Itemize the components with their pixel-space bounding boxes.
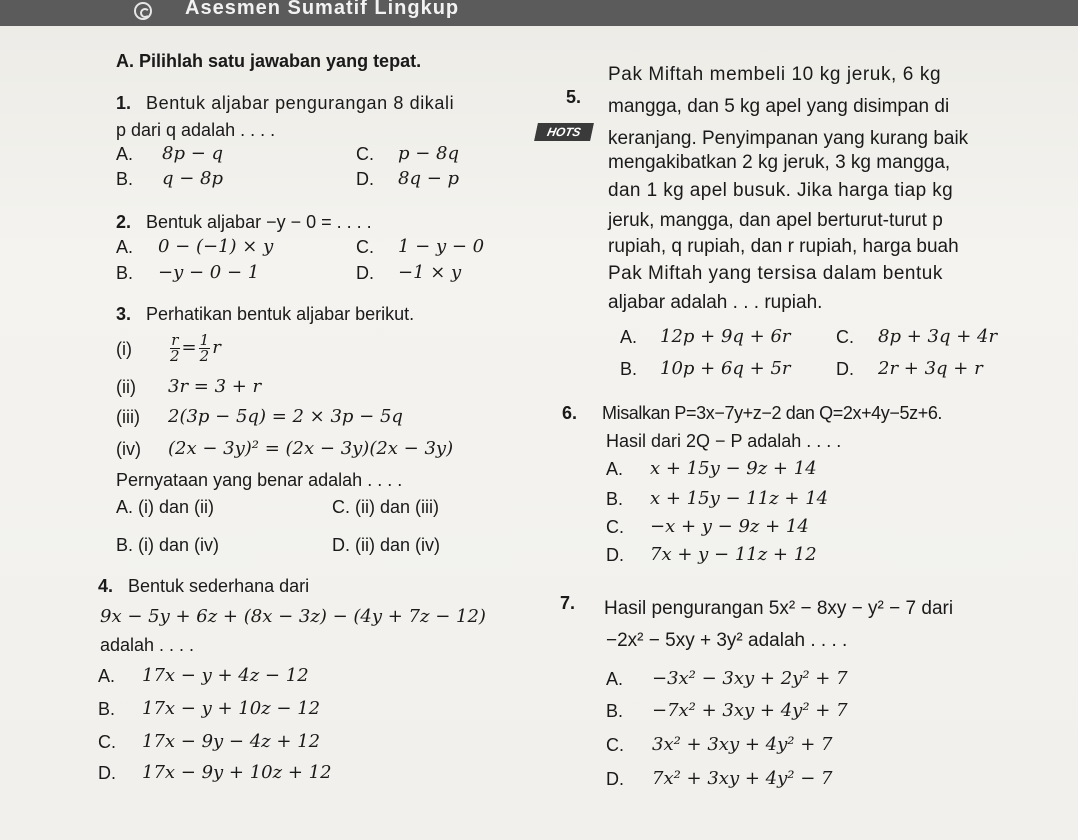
q2-option-c-label: C.: [356, 237, 374, 257]
q5-text-line9: aljabar adalah . . . rupiah.: [608, 292, 823, 313]
q6-number: 6.: [562, 403, 578, 423]
q1-option-d-label: D.: [356, 169, 374, 189]
q5-option-c[interactable]: 8p + 3q + 4r: [878, 326, 998, 347]
q5-option-a-label: A.: [620, 327, 638, 347]
q1-text-line2: p dari q adalah . . . .: [116, 120, 276, 140]
q5-option-d[interactable]: 2r + 3q + r: [878, 358, 983, 379]
fraction: $\frac{1}{2}$: [199, 330, 210, 365]
q7-option-d[interactable]: 7x² + 3xy + 4y² − 7: [652, 768, 833, 789]
q4-option-b-label: B.: [98, 699, 116, 719]
q5-text-line3: keranjang. Penyimpanan yang kurang baik: [608, 128, 969, 149]
q2-option-d[interactable]: −1 × y: [398, 262, 462, 283]
q1-text-line1: Bentuk aljabar pengurangan 8 dikali: [146, 93, 455, 113]
q7-option-d-label: D.: [606, 769, 624, 789]
q7-option-c[interactable]: 3x² + 3xy + 4y² + 7: [652, 734, 833, 755]
q7-option-a[interactable]: −3x² − 3xy + 2y² + 7: [652, 668, 848, 689]
q6-option-d[interactable]: 7x + y − 11z + 12: [650, 544, 817, 565]
q4-option-b[interactable]: 17x − y + 10z − 12: [142, 698, 321, 719]
q1-option-c[interactable]: p − 8q: [398, 143, 460, 164]
q5-text-line8: Pak Miftah yang tersisa dalam bentuk: [608, 263, 943, 284]
q7-option-b-label: B.: [606, 701, 624, 721]
q2-option-c[interactable]: 1 − y − 0: [398, 236, 485, 257]
q4-option-a[interactable]: 17x − y + 4z − 12: [142, 665, 309, 686]
q3-item-ii: 3r = 3 + r: [168, 376, 262, 397]
q5-text-line2: mangga, dan 5 kg apel yang disimpan di: [608, 96, 950, 117]
q6-option-a-label: A.: [606, 459, 624, 479]
q1-option-d[interactable]: 8q − p: [398, 168, 460, 189]
q3-item-i-label: (i): [116, 339, 132, 359]
q3-option-b[interactable]: B. (i) dan (iv): [116, 535, 220, 555]
q7-option-a-label: A.: [606, 669, 624, 689]
q5-text-line6: jeruk, mangga, dan apel berturut-turut p: [608, 210, 943, 231]
q5-option-b-label: B.: [620, 359, 638, 379]
q3-item-iv-label: (iv): [116, 439, 141, 459]
q5-text-line4: mengakibatkan 2 kg jeruk, 3 kg mangga,: [608, 152, 951, 173]
q4-expression: 9x − 5y + 6z + (8x − 3z) − (4y + 7z − 12): [100, 606, 486, 627]
section-title: A. Pilihlah satu jawaban yang tepat.: [116, 51, 422, 71]
q3-item-iv: (2x − 3y)² = (2x − 3y)(2x − 3y): [168, 438, 454, 459]
q4-text-line1: Bentuk sederhana dari: [128, 576, 310, 596]
q3-option-c[interactable]: C. (ii) dan (iii): [332, 497, 440, 517]
q2-text: Bentuk aljabar −y − 0 = . . . .: [146, 212, 372, 232]
header-bar: [0, 0, 1078, 26]
q1-option-a[interactable]: 8p − q: [162, 143, 224, 164]
q6-option-c[interactable]: −x + y − 9z + 14: [650, 516, 809, 537]
q5-text-line7: rupiah, q rupiah, dan r rupiah, harga buah: [608, 236, 959, 257]
q7-number: 7.: [560, 593, 576, 613]
q2-option-a[interactable]: 0 − (−1) × y: [158, 236, 274, 257]
q2-option-d-label: D.: [356, 263, 374, 283]
q6-option-a[interactable]: x + 15y − 9z + 14: [650, 458, 817, 479]
q4-text-line3: adalah . . . .: [100, 635, 195, 655]
logo-icon: [134, 2, 152, 20]
q2-option-b-label: B.: [116, 263, 134, 283]
q6-option-b[interactable]: x + 15y − 11z + 14: [650, 488, 829, 509]
q1-option-b[interactable]: q − 8p: [162, 168, 224, 189]
q4-option-c-label: C.: [98, 732, 116, 752]
q5-option-a[interactable]: 12p + 9q + 6r: [660, 326, 791, 347]
q2-option-b[interactable]: −y − 0 − 1: [158, 262, 260, 283]
fraction: $\frac{r}{2}$: [170, 330, 180, 365]
q3-item-i: $\frac{r}{2}$ = $\frac{1}{2}$ r: [170, 330, 221, 365]
q6-text-line1: Misalkan P=3x−7y+z−2 dan Q=2x+4y−5z+6.: [602, 403, 943, 423]
q4-option-a-label: A.: [98, 666, 116, 686]
q2-number: 2.: [116, 212, 132, 232]
q1-number: 1.: [116, 93, 132, 113]
q5-option-b[interactable]: 10p + 6q + 5r: [660, 358, 791, 379]
q5-option-c-label: C.: [836, 327, 854, 347]
q4-number: 4.: [98, 576, 114, 596]
q5-option-d-label: D.: [836, 359, 854, 379]
q3-option-a[interactable]: A. (i) dan (ii): [116, 497, 215, 517]
q1-option-c-label: C.: [356, 144, 374, 164]
q3-item-ii-label: (ii): [116, 377, 136, 397]
q2-option-a-label: A.: [116, 237, 134, 257]
q6-option-c-label: C.: [606, 517, 624, 537]
q7-option-b[interactable]: −7x² + 3xy + 4y² + 7: [652, 700, 848, 721]
hots-badge: HOTS: [534, 123, 594, 141]
q7-text-line1: Hasil pengurangan 5x² − 8xy − y² − 7 dari: [604, 598, 954, 619]
q5-text-line1: Pak Miftah membeli 10 kg jeruk, 6 kg: [608, 64, 942, 85]
q3-number: 3.: [116, 304, 132, 324]
q6-text-line2: Hasil dari 2Q − P adalah . . . .: [606, 431, 842, 451]
q7-option-c-label: C.: [606, 735, 624, 755]
q1-option-a-label: A.: [116, 144, 134, 164]
q4-option-d-label: D.: [98, 763, 116, 783]
q6-option-b-label: B.: [606, 489, 624, 509]
q5-text-line5: dan 1 kg apel busuk. Jika harga tiap kg: [608, 180, 954, 201]
q5-number: 5.: [566, 87, 582, 107]
q4-option-c[interactable]: 17x − 9y − 4z + 12: [142, 731, 321, 752]
q3-option-d[interactable]: D. (ii) dan (iv): [332, 535, 441, 555]
q4-option-d[interactable]: 17x − 9y + 10z + 12: [142, 762, 332, 783]
q3-item-iii-label: (iii): [116, 407, 140, 427]
q1-option-b-label: B.: [116, 169, 134, 189]
q6-option-d-label: D.: [606, 545, 624, 565]
q7-text-line2: −2x² − 5xy + 3y² adalah . . . .: [606, 630, 848, 651]
q3-text: Perhatikan bentuk aljabar berikut.: [146, 304, 415, 324]
q3-item-iii: 2(3p − 5q) = 2 × 3p − 5q: [168, 406, 403, 427]
header-title: Asesmen Sumatif Lingkup: [185, 0, 460, 19]
q3-question: Pernyataan yang benar adalah . . . .: [116, 470, 403, 490]
